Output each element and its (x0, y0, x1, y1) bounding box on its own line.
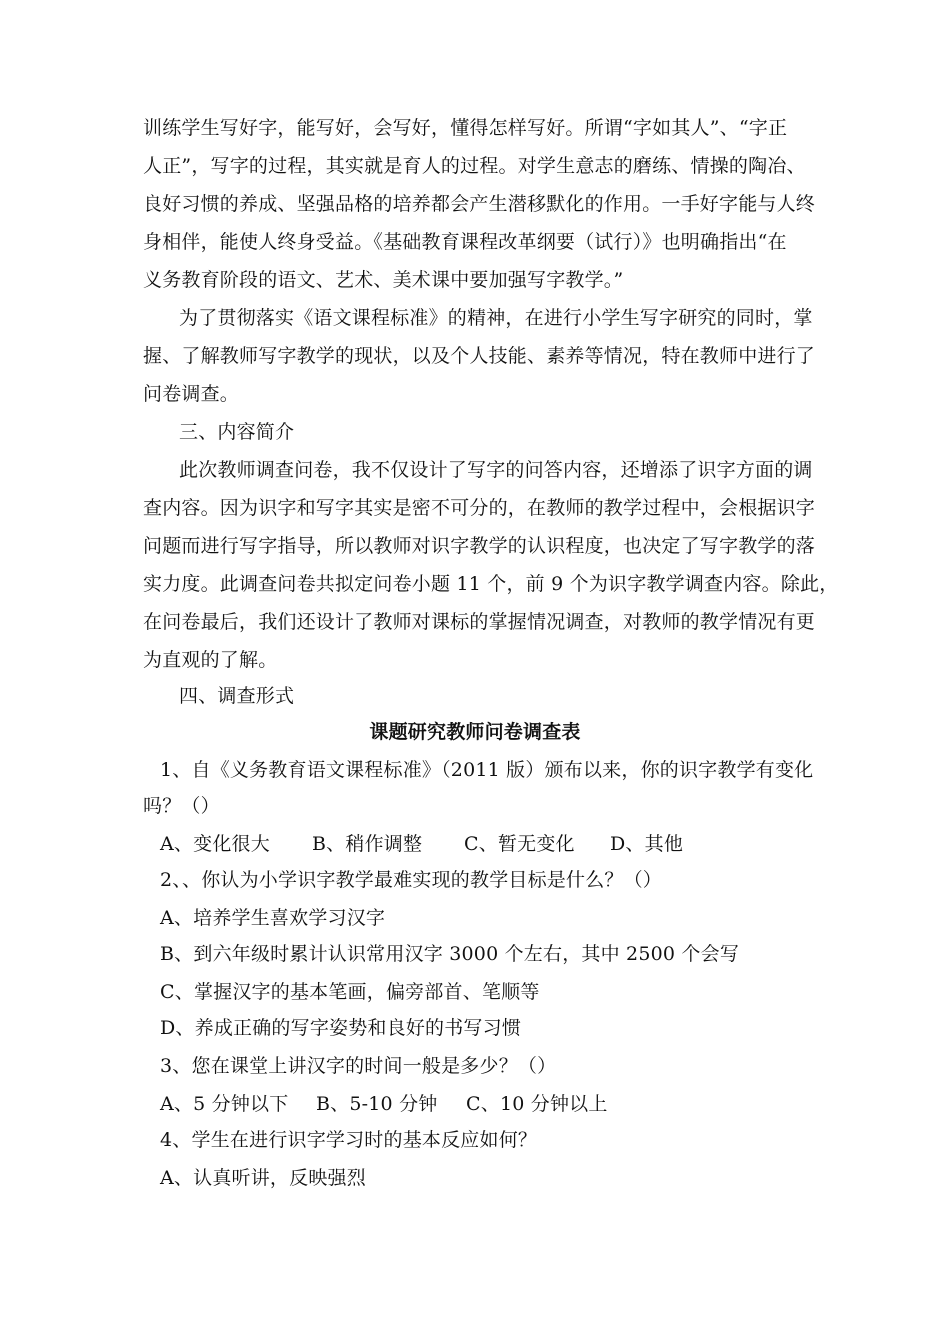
question-2-option-b: B、到六年级时累计认识常用汉字 3000 个左右，其中 2500 个会写 (160, 943, 740, 965)
paragraph-line: 实力度。此调查问卷共拟定问卷小题 11 个，前 9 个为识字教学调查内容。除此， (143, 573, 839, 595)
question-2-option-a: A、培养学生喜欢学习汉字 (160, 907, 386, 929)
section-heading: 四、调查形式 (179, 685, 295, 707)
survey-title: 课题研究教师问卷调查表 (369, 721, 581, 743)
paragraph-line: 义务教育阶段的语文、艺术、美术课中要加强写字教学。” (143, 269, 624, 291)
question-4: 4、学生在进行识字学习时的基本反应如何？ (160, 1129, 538, 1151)
paragraph-line: 查内容。因为识字和写字其实是密不可分的，在教师的教学过程中，会根据识字 (143, 497, 816, 519)
option-a: A、变化很大 (160, 833, 270, 855)
option-b: B、稍作调整 (312, 833, 423, 855)
paragraph-line: 身相伴，能使人终身受益。《基础教育课程改革纲要（试行）》也明确指出“在 (143, 231, 787, 253)
paragraph-line: 为了贯彻落实《语文课程标准》的精神，在进行小学生写字研究的同时，掌 (179, 307, 813, 329)
paragraph-line: 为直观的了解。 (143, 649, 278, 671)
question-1-continuation: 吗？（） (143, 795, 220, 817)
question-2: 2、、你认为小学识字教学最难实现的教学目标是什么？（） (160, 869, 662, 891)
option-b: B、5-10 分钟 (316, 1093, 438, 1115)
paragraph-line: 问卷调查。 (143, 383, 240, 405)
paragraph-line: 人正”，写字的过程，其实就是育人的过程。对学生意志的磨练、情操的陶冶、 (143, 155, 806, 177)
paragraph-line: 在问卷最后，我们还设计了教师对课标的掌握情况调查，对教师的教学情况有更 (143, 611, 816, 633)
question-2-option-c: C、掌握汉字的基本笔画，偏旁部首、笔顺等 (160, 981, 540, 1003)
option-c: C、10 分钟以上 (466, 1093, 608, 1115)
section-heading: 三、内容简介 (179, 421, 295, 443)
paragraph-line: 握、了解教师写字教学的现状，以及个人技能、素养等情况，特在教师中进行了 (143, 345, 816, 367)
question-2-option-d: D、养成正确的写字姿势和良好的书写习惯 (160, 1017, 522, 1039)
paragraph-line: 良好习惯的养成、坚强品格的培养都会产生潜移默化的作用。一手好字能与人终 (143, 193, 816, 215)
paragraph-line: 问题而进行写字指导，所以教师对识字教学的认识程度，也决定了写字教学的落 (143, 535, 816, 557)
option-d: D、其他 (610, 833, 684, 855)
question-3: 3、您在课堂上讲汉字的时间一般是多少？（） (160, 1055, 557, 1077)
question-1: 1、自《义务教育语文课程标准》（2011 版）颁布以来，你的识字教学有变化 (160, 759, 814, 781)
option-a: A、5 分钟以下 (160, 1093, 289, 1115)
option-c: C、暂无变化 (464, 833, 575, 855)
paragraph-line: 此次教师调查问卷，我不仅设计了写字的问答内容，还增添了识字方面的调 (179, 459, 813, 481)
question-4-option-a: A、认真听讲，反映强烈 (160, 1167, 366, 1189)
paragraph-line: 训练学生写好字，能写好，会写好，懂得怎样写好。所谓“字如其人”、“字正 (143, 117, 788, 139)
